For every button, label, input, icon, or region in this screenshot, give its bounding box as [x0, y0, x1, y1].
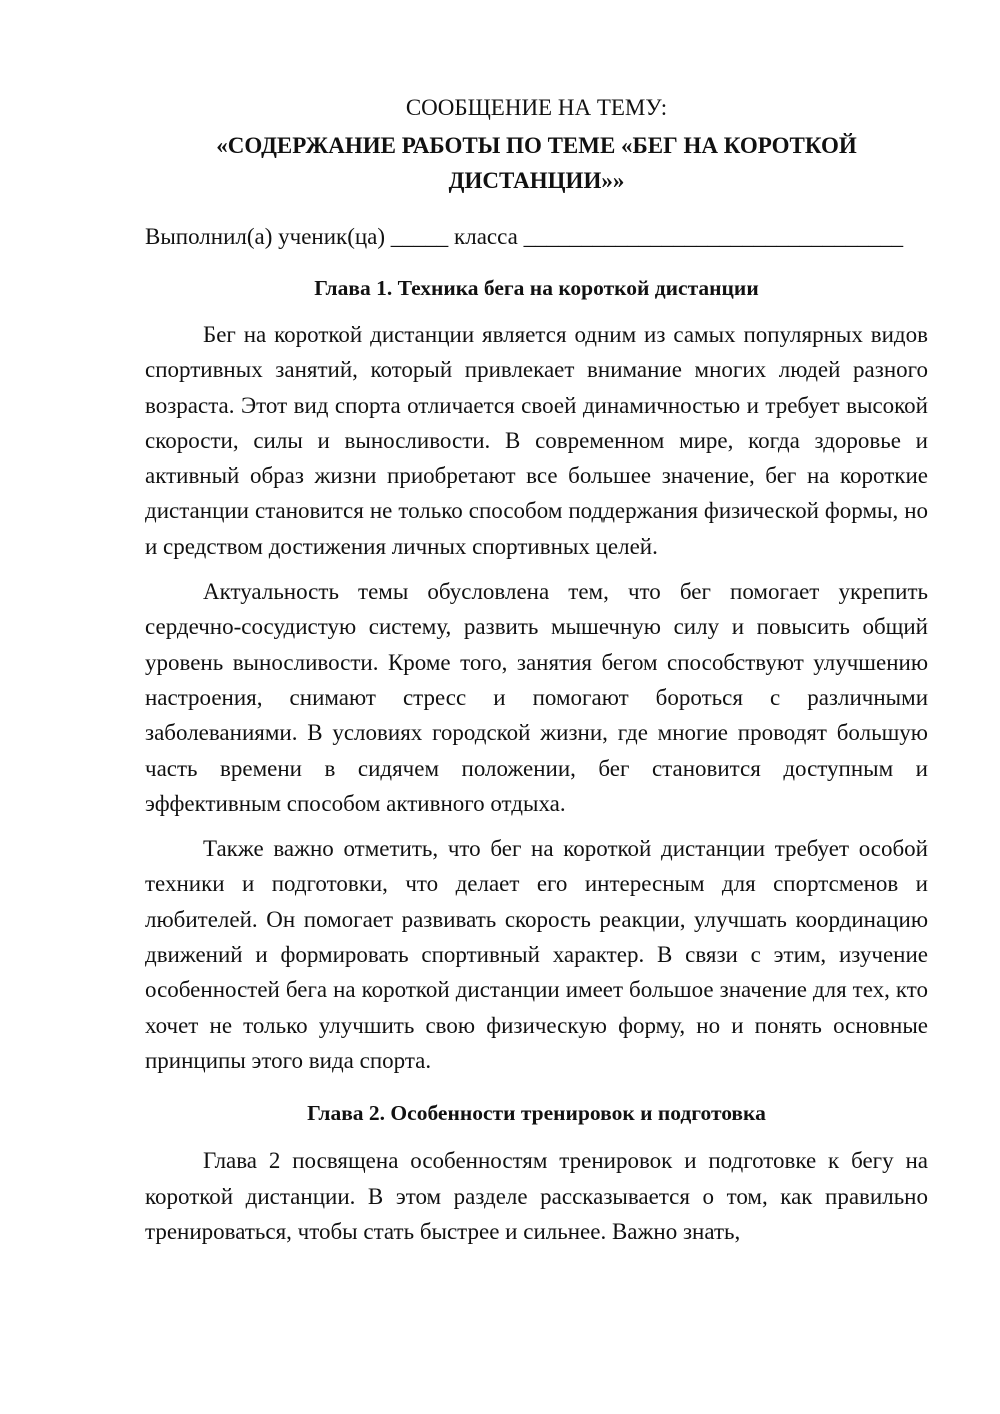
document-title: СООБЩЕНИЕ НА ТЕМУ:: [405, 95, 668, 120]
chapter-2-heading: Глава 2. Особенности тренировок и подготовка: [307, 1101, 766, 1126]
chapter-1-heading: Глава 1. Техника бега на короткой дистанции: [314, 276, 759, 300]
document-subtitle: «СОДЕРЖАНИЕ РАБОТЫ ПО ТЕМЕ «БЕГ НА КОРОТКОЙ ДИСТАНЦИИ»»: [216, 133, 857, 193]
chapter-1-paragraph-2: Актуальность темы обусловлена тем, что бег помогает укрепить сердечно-сосудистую систему, развить мышечную силу и повысить общий уровень выносливости. Кроме того, занятия бегом способствуют улучшению настроения, снимают стресс и помогают бороться с различными заболеваниями. В условиях городской жизни, где многие проводят большую часть времени в сидячем положении, бег становится доступным и эффективным способом активного отдыха.: [145, 579, 928, 816]
chapter-1-paragraph-1: Бег на короткой дистанции является одним из самых популярных видов спортивных занятий, который привлекает внимание многих людей разного возраста. Этот вид спорта отличается своей динамичностью и требует высокой скорости, силы и выносливости. В современном мире, когда здоровье и активный образ жизни приобретают все большее значение, бег на короткие дистанции становится не только способом поддержания физической формы, но и средством достижения личных спортивных целей.: [145, 322, 928, 559]
chapter-1-paragraph-3: Также важно отметить, что бег на короткой дистанции требует особой техники и подготовки, что делает его интересным для спортсменов и любителей. Он помогает развивать скорость реакции, улучшать координацию движений и формировать спортивный характер. В связи с этим, изучение особенностей бега на короткой дистанции имеет большое значение для тех, кто хочет не только улучшить свою физическую форму, но и понять основные принципы этого вида спорта.: [145, 836, 928, 1073]
chapter-2-paragraph-1: Глава 2 посвящена особенностям тренировок и подготовке к бегу на короткой дистанции. В этом разделе рассказывается о том, как правильно тренироваться, чтобы стать быстрее и сильнее. Важно знать,: [145, 1148, 928, 1244]
document-page: [145, 88, 928, 1249]
author-line: Выполнил(а) ученик(ца) _____ класса _________________________________: [145, 224, 904, 249]
